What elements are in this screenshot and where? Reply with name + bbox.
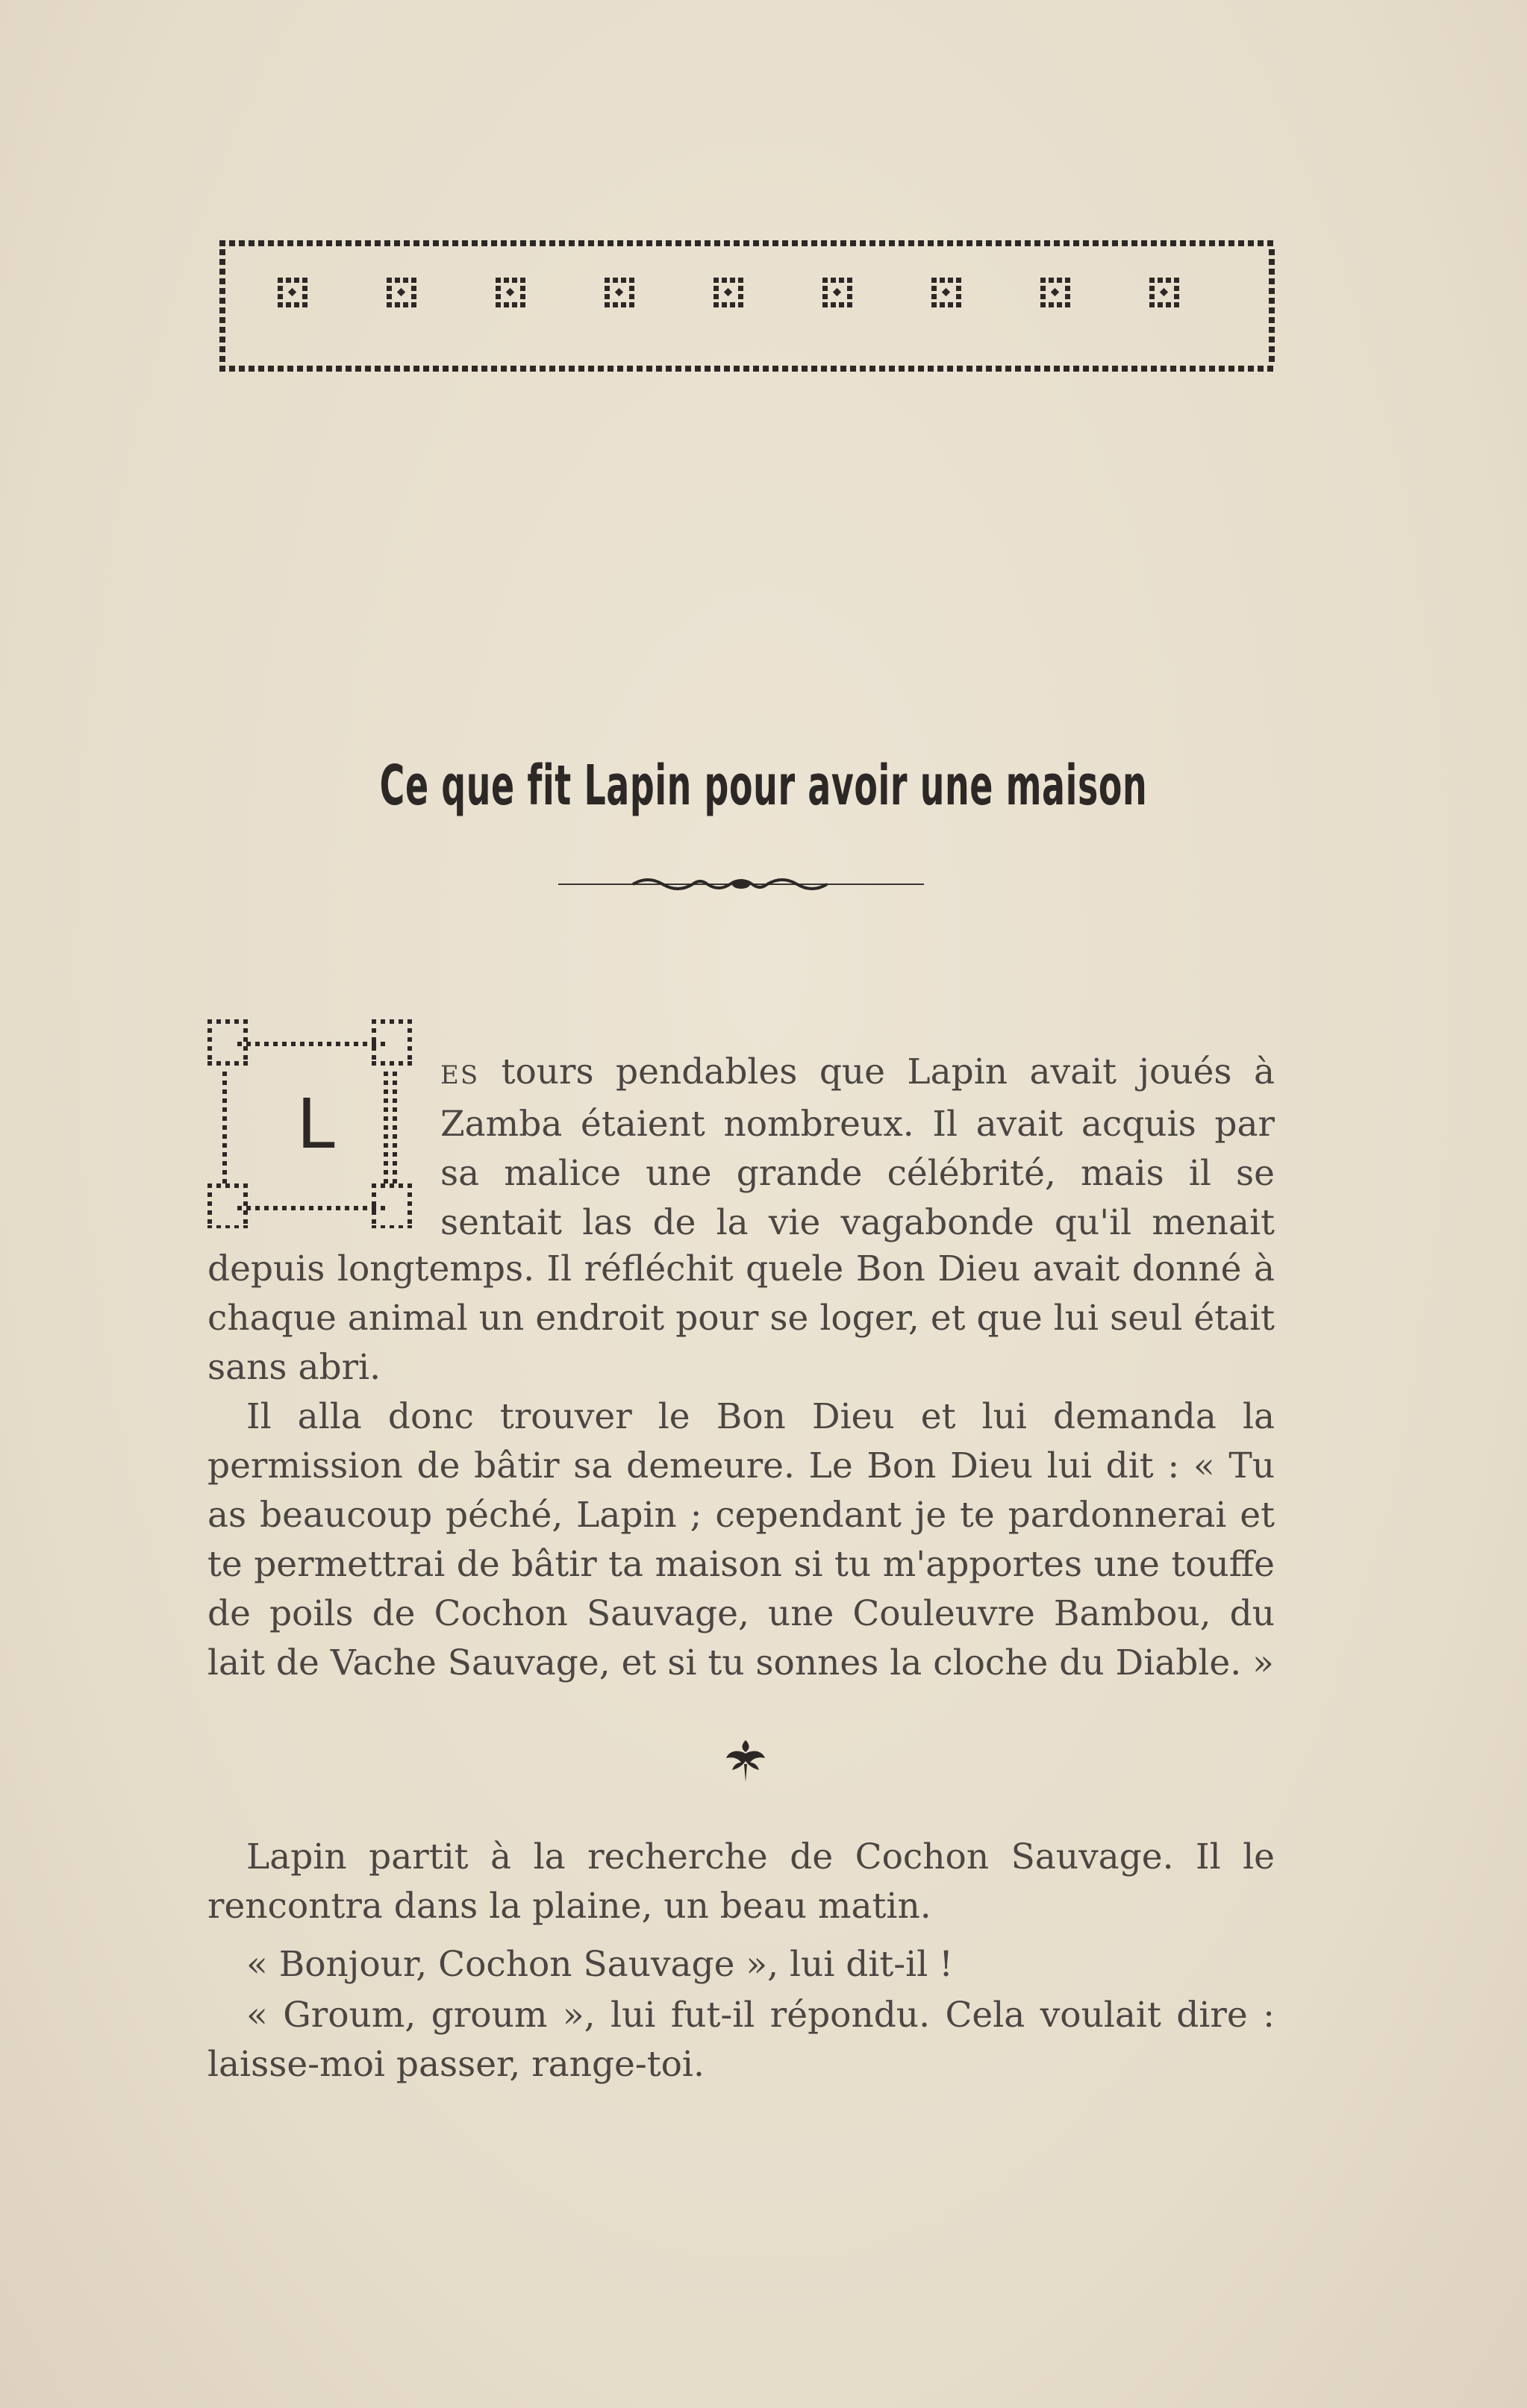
lead-smallcaps: ES xyxy=(440,1060,480,1090)
paragraph-2: Il alla donc trouver le Bon Dieu et lui demanda la permission de bâtir sa demeure. Le Bon Dieu lui dit : « Tu as beaucoup péché, Lapin ; cependant je te pardonnerai et te permettrai de bâtir ta maison si tu m'apportes une touffe de poils de Cochon Sauvage, une Couleuvre Bambou, du lait de Vache Sauvage, et si tu sonnes la cloche du Diable. » xyxy=(207,1396,1275,1683)
chapter-title: Ce que fit Lapin pour avoir une maison xyxy=(379,753,1148,818)
header-ornament xyxy=(218,239,1276,373)
lead-line-4: sentait las de la vie vagabonde qu'il menait xyxy=(440,1202,1275,1243)
lead-line-2: Zamba étaient nombreux. Il avait acquis par xyxy=(440,1104,1275,1145)
paragraph-3: Lapin partit à la recherche de Cochon Sauvage. Il le rencontra dans la plaine, un beau matin. xyxy=(207,1836,1275,1927)
lead-line-1 xyxy=(440,1048,1275,1100)
fleuron-ornament xyxy=(719,1734,772,1786)
paragraph-5: « Groum, groum », lui fut-il répondu. Cela voulait dire : laisse-moi passer, range-toi. xyxy=(207,1995,1275,2085)
lead-line-3: sa malice une grande célébrité, mais il se xyxy=(440,1153,1275,1194)
scroll-divider xyxy=(558,873,924,895)
dropcap-letter: L xyxy=(296,1084,335,1164)
paragraph-4: « Bonjour, Cochon Sauvage », lui dit-il ! xyxy=(246,1944,954,1985)
lead-line-1-text: tours pendables que Lapin avait joués à xyxy=(479,1051,1275,1092)
lead-paragraph-rest: depuis longtemps. Il réfléchit quele Bon Dieu avait donné à chaque animal un endroit pour se loger, et que lui seul était sans abri. xyxy=(207,1248,1275,1388)
lead-paragraph-opening xyxy=(440,1048,1275,1248)
